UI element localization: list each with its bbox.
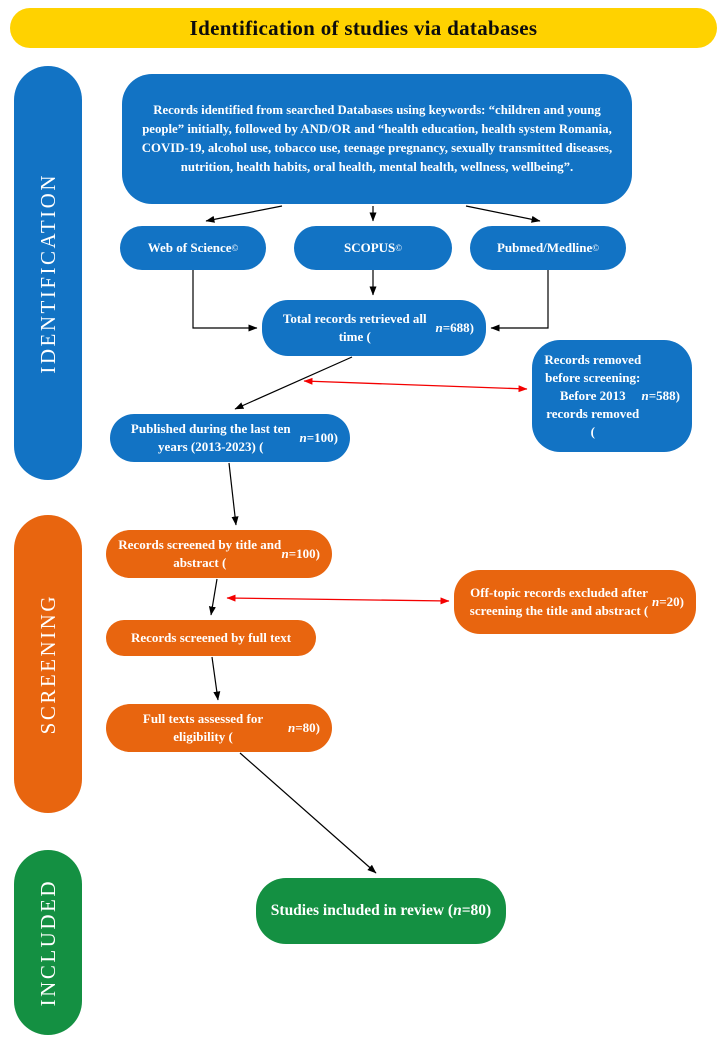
arrow-removed-before-screening [304, 381, 527, 389]
box-published-last-ten-years: Published during the last ten years (2013-2023) ( n =100) [110, 414, 350, 462]
stage-identification-label: IDENTIFICATION [35, 172, 60, 374]
arrow-keywords-to-wos [206, 206, 282, 221]
arrow-pubmed-to-total [491, 270, 548, 328]
box-studies-included: Studies included in review ( n =80) [256, 878, 506, 944]
arrow-fulltext-to-assessed [212, 657, 218, 700]
box-total-records: Total records retrieved all time ( n =688) [262, 300, 486, 356]
arrow-wos-to-total [193, 270, 257, 328]
stage-identification [14, 66, 82, 480]
arrow-offtopic-excluded [227, 598, 449, 601]
box-keywords: Records identified from searched Databases using keywords: “children and young people” initially, followed by AND/OR and “health education, health system Romania, COVID-19, alcohol use, tobacco use, teenage pregnancy, sexually transmitted diseases, nutrition, health habits, oral health, mental health, wellness, wellbeing”. [122, 74, 632, 204]
stage-screening-label: SCREENING [35, 593, 60, 735]
arrow-screened-title-to-fulltext [211, 579, 217, 615]
stage-screening [14, 515, 82, 813]
diagram-title: Identification of studies via databases [189, 15, 538, 40]
box-pubmed-medline: Pubmed/Medline © [470, 226, 626, 270]
stage-included-label: INCLUDED [35, 878, 60, 1007]
box-web-of-science: Web of Science © [120, 226, 266, 270]
stage-included [14, 850, 82, 1035]
box-fulltexts-assessed: Full texts assessed for eligibility ( n =80) [106, 704, 332, 752]
arrow-published-to-screened-title [229, 463, 236, 525]
box-records-removed: Records removed before screening: Before 2013 records removed ( n =588) [532, 340, 692, 452]
diagram-title-banner [10, 8, 717, 48]
box-scopus: SCOPUS © [294, 226, 452, 270]
box-screened-fulltext: Records screened by full text [106, 620, 316, 656]
arrow-total-to-published [235, 357, 352, 409]
arrow-assessed-to-included [240, 753, 376, 873]
box-offtopic-excluded: Off-topic records excluded after screening the title and abstract ( n =20) [454, 570, 696, 634]
box-screened-title-abstract: Records screened by title and abstract ( n =100) [106, 530, 332, 578]
arrow-keywords-to-pubmed [466, 206, 540, 221]
